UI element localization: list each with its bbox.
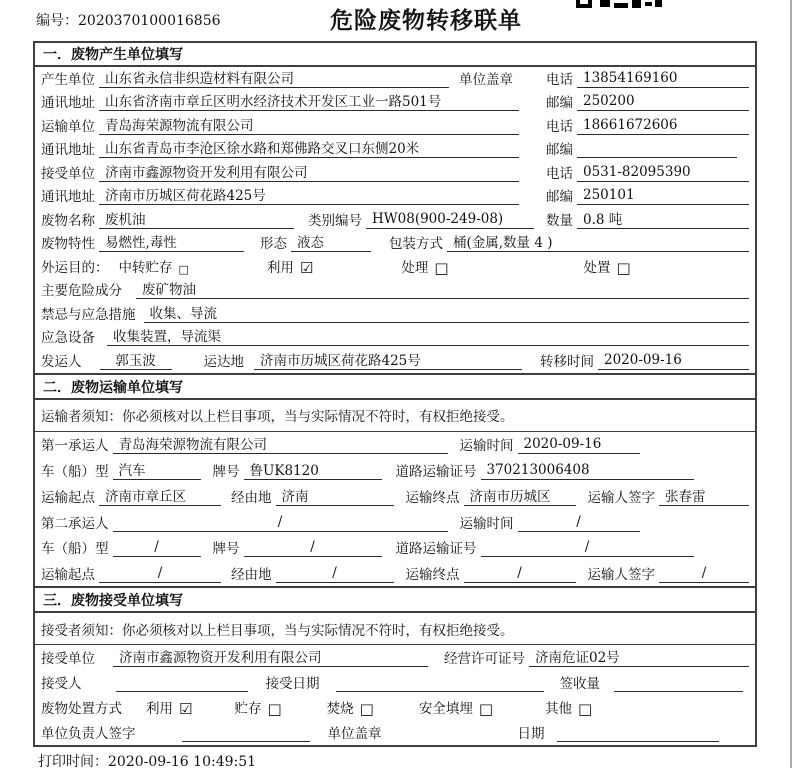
business-permit-value: 济南危证02号 xyxy=(529,646,749,667)
row-producer-address xyxy=(35,91,755,115)
end-label: 运输终点 xyxy=(405,489,460,506)
checkbox-checked-icon: ☑ xyxy=(299,258,314,277)
section2-header: 二．废物运输单位填写 xyxy=(35,373,755,400)
acceptor-label: 接受人 xyxy=(41,676,82,693)
accept-date-value xyxy=(336,674,544,692)
via2-value: / xyxy=(276,565,394,583)
category-label: 类别编号 xyxy=(308,212,362,229)
page-title: 危险废物转移联单 xyxy=(330,7,522,34)
checkbox-transfer-storage: 中转贮存 □ xyxy=(118,259,189,276)
vehicle-label: 车（船）型 xyxy=(41,541,109,558)
carrier-sign-label: 运输人签字 xyxy=(587,567,655,584)
qr-code-icon xyxy=(576,0,662,10)
row-waste-traits xyxy=(35,232,755,256)
zip-label: 邮编 xyxy=(546,142,573,158)
receiver-label: 接受单位 xyxy=(41,165,95,182)
form-value: 液态 xyxy=(291,231,371,252)
shipper-label: 发运人 xyxy=(41,353,82,370)
carrier2-label: 第二承运人 xyxy=(41,515,109,532)
vehicle-label: 车（船）型 xyxy=(41,464,109,481)
row-disposal xyxy=(35,695,755,720)
packing-value: 桶(金属,数量 4 ) xyxy=(447,231,749,252)
section-transporter xyxy=(35,373,755,587)
address-label: 通讯地址 xyxy=(41,95,95,111)
checkbox-treat: 处理 □ xyxy=(401,258,449,277)
row-carrier2 xyxy=(35,509,755,535)
row-carrier1 xyxy=(35,432,755,458)
plate1-value: 鲁UK8120 xyxy=(244,459,382,480)
sign-date-value xyxy=(557,724,720,742)
origin2-value: / xyxy=(99,565,221,583)
section-producer xyxy=(35,43,755,373)
transporter-zip xyxy=(577,140,737,158)
checkbox-recycle: 利用 ☑ xyxy=(266,258,314,277)
transfer-date: 2020-09-16 xyxy=(598,352,749,370)
checkbox-icon: □ xyxy=(178,262,189,276)
row-vehicle2 xyxy=(35,535,755,561)
disposal-label: 废物处置方式 xyxy=(41,701,122,718)
transporter-phone: 18661672606 xyxy=(577,117,749,135)
phone-label: 电话 xyxy=(546,71,573,88)
destination-value: 济南市历城区荷花路425号 xyxy=(254,349,522,370)
checkbox-icon: □ xyxy=(359,700,374,719)
row-route2 xyxy=(35,560,755,586)
via1-value: 济南 xyxy=(276,485,394,506)
purpose-label: 外运目的： xyxy=(41,259,109,276)
acceptor-value xyxy=(116,674,248,692)
carrier1-label: 第一承运人 xyxy=(41,438,109,455)
accept-date-label: 接受日期 xyxy=(265,676,320,693)
head-sign-label: 单位负责人签字 xyxy=(41,726,136,743)
taboo-value: 收集、导流 xyxy=(144,302,750,323)
carrier2-value: / xyxy=(113,514,448,532)
transporter-label: 运输单位 xyxy=(41,118,95,135)
transfer-date-label: 转移时间 xyxy=(540,353,594,370)
road-permit-label: 道路运输证号 xyxy=(395,541,477,558)
transport-time-label: 运输时间 xyxy=(459,515,514,532)
road-permit-label: 道路运输证号 xyxy=(395,464,477,481)
hazard-value: 废矿物油 xyxy=(136,278,749,299)
page-right-edge xyxy=(790,0,792,768)
waste-name-label: 废物名称 xyxy=(41,212,95,229)
plate2-value: / xyxy=(244,539,382,557)
row-receiver-address xyxy=(35,185,755,209)
row-acceptor xyxy=(35,670,755,695)
equipment-label: 应急设备 xyxy=(41,330,95,346)
sign-date-label: 日期 xyxy=(517,726,545,743)
row-vehicle1 xyxy=(35,457,755,483)
origin-label: 运输起点 xyxy=(41,567,95,584)
receipt-qty-value xyxy=(614,674,743,692)
checkbox-icon: □ xyxy=(434,258,449,277)
producer-label: 产生单位 xyxy=(41,71,95,88)
producer-phone: 13854169160 xyxy=(577,70,749,88)
row-shipper xyxy=(35,349,755,373)
manifest-form xyxy=(33,41,757,747)
address-label: 通讯地址 xyxy=(41,142,95,158)
row-producer xyxy=(35,67,755,91)
origin1-value: 济南市章丘区 xyxy=(99,485,221,506)
address-label: 通讯地址 xyxy=(41,189,95,205)
taboo-label: 禁忌与应急措施 xyxy=(41,306,136,323)
receiver-notice: 接受者须知：你必须核对以上栏目事项，当与实际情况不符时，有权拒绝接受。 xyxy=(35,613,755,645)
row-route1 xyxy=(35,483,755,509)
print-time: 打印时间：2020-09-16 10:49:51 xyxy=(38,754,257,768)
origin-label: 运输起点 xyxy=(41,489,95,506)
phone-label: 电话 xyxy=(546,165,573,182)
receiver-value: 济南市鑫源物资开发利用有限公司 xyxy=(99,161,519,182)
receipt-qty-label: 签收量 xyxy=(559,676,600,693)
serial-number: 编号：2020370100016856 xyxy=(36,13,221,29)
unit-seal-label: 单位盖章 xyxy=(327,726,382,743)
row-transporter xyxy=(35,114,755,138)
accept-unit-value: 济南市鑫源物资开发利用有限公司 xyxy=(113,646,428,667)
via-label: 经由地 xyxy=(231,489,272,506)
zip-label: 邮编 xyxy=(546,95,573,111)
traits-value: 易燃性,毒性 xyxy=(99,231,244,252)
unit-seal-label: 单位盖章 xyxy=(459,71,513,88)
traits-label: 废物特性 xyxy=(41,236,95,252)
destination-label: 运达地 xyxy=(203,353,244,370)
checkbox-icon: □ xyxy=(478,700,494,719)
row-receiver xyxy=(35,161,755,185)
checkbox-disposal-store: 贮存 □ xyxy=(234,700,282,719)
checkbox-icon: □ xyxy=(578,700,593,719)
carrier1-value: 青岛海荣源物流有限公司 xyxy=(113,433,448,454)
checkbox-disposal-recycle: 利用 ☑ xyxy=(146,700,193,719)
vehicle2-value: / xyxy=(113,539,201,557)
checkbox-icon: □ xyxy=(267,700,282,719)
row-hazard xyxy=(35,279,755,303)
carrier2-signature: / xyxy=(659,565,749,583)
row-transporter-address xyxy=(35,138,755,162)
vehicle1-value: 汽车 xyxy=(113,459,201,480)
producer-zip: 250200 xyxy=(577,93,749,111)
road-permit1-value: 370213006408 xyxy=(481,462,694,480)
end2-value: / xyxy=(464,565,576,583)
quantity-label: 数量 xyxy=(546,212,573,229)
plate-label: 牌号 xyxy=(212,464,240,481)
zip-label: 邮编 xyxy=(546,189,573,205)
row-taboo xyxy=(35,302,755,326)
road-permit2-value: / xyxy=(481,539,694,557)
receiver-zip: 250101 xyxy=(577,187,749,205)
producer-address: 山东省济南市章丘区明水经济技术开发区工业一路501号 xyxy=(99,90,519,111)
via-label: 经由地 xyxy=(231,567,272,584)
plate-label: 牌号 xyxy=(212,541,240,558)
shipper-value: 郭玉波 xyxy=(100,349,172,370)
equipment-value: 收集装置，导流渠 xyxy=(107,325,749,346)
row-accept-unit xyxy=(35,645,755,670)
carrier1-signature: 张春雷 xyxy=(659,485,749,506)
carrier2-date: / xyxy=(518,514,640,532)
checkbox-disposal-incinerate: 焚烧 □ xyxy=(326,700,374,719)
checkbox-disposal-landfill: 安全填埋 □ xyxy=(418,700,494,719)
section-receiver xyxy=(35,586,755,745)
receiver-address: 济南市历城区荷花路425号 xyxy=(99,184,519,205)
hazard-label: 主要危险成分 xyxy=(41,283,122,299)
checkbox-icon: □ xyxy=(616,258,631,277)
transporter-value: 青岛海荣源物流有限公司 xyxy=(99,114,519,135)
row-waste-name xyxy=(35,208,755,232)
transport-time-label: 运输时间 xyxy=(459,438,514,455)
packing-label: 包装方式 xyxy=(389,236,443,252)
form-label: 形态 xyxy=(260,236,287,252)
checkbox-checked-icon: ☑ xyxy=(179,700,193,719)
transporter-address: 山东省青岛市李沧区徐水路和郑佛路交叉口东侧20米 xyxy=(99,137,519,158)
row-head-sign xyxy=(35,720,755,745)
end-label: 运输终点 xyxy=(405,567,460,584)
business-permit-label: 经营许可证号 xyxy=(444,651,525,668)
checkbox-disposal-other: 其他 □ xyxy=(545,700,593,719)
carrier1-date: 2020-09-16 xyxy=(518,436,640,454)
head-sign-value xyxy=(182,724,310,742)
category-code: HW08(900-249-08) xyxy=(366,211,534,229)
quantity-value: 0.8 吨 xyxy=(577,208,749,229)
accept-unit-label: 接受单位 xyxy=(41,651,95,668)
producer-value: 山东省永信非织造材料有限公司 xyxy=(99,67,449,88)
row-purpose xyxy=(35,255,755,279)
waste-name: 废机油 xyxy=(99,208,294,229)
section1-header: 一．废物产生单位填写 xyxy=(35,43,755,67)
end1-value: 济南市历城区 xyxy=(464,485,576,506)
carrier-sign-label: 运输人签字 xyxy=(587,489,655,506)
checkbox-dispose: 处置 □ xyxy=(583,258,631,277)
section3-header: 三．废物接受单位填写 xyxy=(35,586,755,613)
receiver-phone: 0531-82095390 xyxy=(577,164,749,182)
phone-label: 电话 xyxy=(546,118,573,135)
transporter-notice: 运输者须知：你必须核对以上栏目事项，当与实际情况不符时，有权拒绝接受。 xyxy=(35,400,755,432)
row-equipment xyxy=(35,326,755,350)
